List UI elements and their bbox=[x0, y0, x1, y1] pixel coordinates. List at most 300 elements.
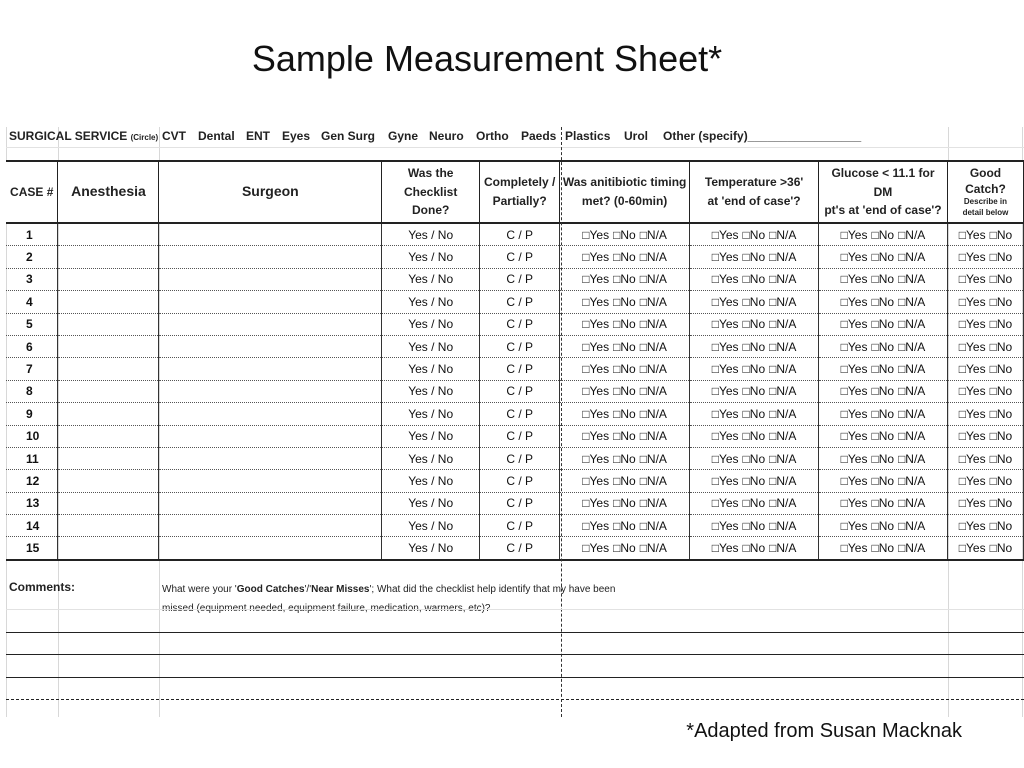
checkbox-option[interactable]: □Yes bbox=[582, 518, 610, 533]
checkbox-option[interactable]: □Yes bbox=[958, 339, 986, 354]
checkbox-option[interactable]: □No bbox=[613, 518, 636, 533]
surgeon-cell[interactable] bbox=[159, 537, 382, 560]
case-number: 6 bbox=[6, 335, 58, 357]
checkbox-option[interactable]: □N/A bbox=[769, 496, 797, 511]
completely-partially-cell[interactable]: C / P bbox=[480, 515, 560, 537]
completely-partially-cell[interactable]: C / P bbox=[480, 335, 560, 357]
checkbox-option[interactable]: □No bbox=[742, 294, 766, 309]
checkbox-option[interactable]: □N/A bbox=[639, 250, 667, 265]
temperature-cell bbox=[690, 223, 819, 246]
anesthesia-cell[interactable] bbox=[58, 470, 159, 492]
checkbox-option[interactable]: □Yes bbox=[958, 473, 986, 488]
checklist-done-cell[interactable]: Yes / No bbox=[382, 403, 480, 425]
antibiotic-timing-cell bbox=[560, 515, 690, 537]
comment-line[interactable] bbox=[6, 677, 1024, 678]
anesthesia-cell[interactable] bbox=[58, 447, 159, 469]
checkbox-option[interactable]: □N/A bbox=[898, 473, 926, 488]
checkbox-option[interactable]: □No bbox=[742, 451, 766, 466]
checkbox-option[interactable]: □No bbox=[742, 250, 766, 265]
checkbox-option[interactable]: □N/A bbox=[769, 518, 797, 533]
checklist-done-cell[interactable]: Yes / No bbox=[382, 515, 480, 537]
checkbox-option[interactable]: □No bbox=[742, 406, 766, 421]
checkbox-option[interactable]: □No bbox=[989, 451, 1013, 466]
good-catch-cell bbox=[947, 335, 1023, 357]
surgeon-cell[interactable] bbox=[159, 425, 382, 447]
surgeon-cell[interactable] bbox=[159, 291, 382, 313]
surgical-service-row bbox=[6, 127, 1024, 147]
case-number: 12 bbox=[6, 470, 58, 492]
service-option-plastics[interactable]: Plastics bbox=[565, 129, 611, 143]
checkbox-option[interactable]: □Yes bbox=[958, 384, 986, 399]
checkbox-option[interactable]: □N/A bbox=[769, 294, 797, 309]
checkbox-option[interactable]: □No bbox=[742, 339, 766, 354]
checkbox-option[interactable]: □N/A bbox=[769, 362, 797, 377]
checkbox-option[interactable]: □No bbox=[989, 541, 1013, 556]
checkbox-option[interactable]: □No bbox=[613, 384, 636, 399]
checkbox-option[interactable]: □Yes bbox=[840, 294, 868, 309]
checkbox-option[interactable]: □N/A bbox=[898, 294, 926, 309]
surgeon-cell[interactable] bbox=[159, 223, 382, 246]
checkbox-option[interactable]: □Yes bbox=[582, 429, 610, 444]
table-row bbox=[6, 515, 1024, 537]
service-option-ent[interactable]: ENT bbox=[246, 129, 270, 143]
anesthesia-cell[interactable] bbox=[58, 380, 159, 402]
checkbox-option[interactable]: □Yes bbox=[958, 541, 986, 556]
checkbox-option[interactable]: □N/A bbox=[769, 451, 797, 466]
case-rows bbox=[6, 223, 1024, 560]
header-completely: Completely / Partially? bbox=[480, 161, 560, 223]
checkbox-option[interactable]: □N/A bbox=[639, 406, 667, 421]
header-surgeon: Surgeon bbox=[159, 161, 382, 223]
checkbox-option[interactable]: □No bbox=[871, 272, 895, 287]
service-option-neuro[interactable]: Neuro bbox=[429, 129, 464, 143]
glucose-cell bbox=[819, 492, 948, 514]
antibiotic-timing-cell bbox=[560, 223, 690, 246]
checkbox-option[interactable]: □N/A bbox=[769, 317, 797, 332]
header-checklist: Was the Checklist Done? bbox=[382, 161, 480, 223]
checkbox-option[interactable]: □Yes bbox=[582, 317, 610, 332]
table-row bbox=[6, 223, 1024, 246]
completely-partially-cell[interactable]: C / P bbox=[480, 291, 560, 313]
case-table bbox=[6, 160, 1024, 561]
checkbox-option[interactable]: □Yes bbox=[711, 227, 739, 242]
checkbox-option[interactable]: □N/A bbox=[639, 362, 667, 377]
checkbox-option[interactable]: □No bbox=[871, 384, 895, 399]
surgeon-cell[interactable] bbox=[159, 403, 382, 425]
checkbox-option[interactable]: □Yes bbox=[711, 496, 739, 511]
checklist-done-cell[interactable]: Yes / No bbox=[382, 380, 480, 402]
checkbox-option[interactable]: □N/A bbox=[769, 406, 797, 421]
checklist-done-cell[interactable]: Yes / No bbox=[382, 492, 480, 514]
checkbox-option[interactable]: □N/A bbox=[769, 272, 797, 287]
checkbox-option[interactable]: □N/A bbox=[898, 384, 926, 399]
completely-partially-cell[interactable]: C / P bbox=[480, 358, 560, 380]
checkbox-option[interactable]: □No bbox=[871, 250, 895, 265]
checkbox-option[interactable]: □No bbox=[613, 294, 636, 309]
checkbox-option[interactable]: □Yes bbox=[582, 406, 610, 421]
surgeon-cell[interactable] bbox=[159, 447, 382, 469]
checkbox-option[interactable]: □No bbox=[871, 429, 895, 444]
checkbox-option[interactable]: □N/A bbox=[769, 250, 797, 265]
completely-partially-cell[interactable]: C / P bbox=[480, 403, 560, 425]
checkbox-option[interactable]: □No bbox=[989, 227, 1013, 242]
checkbox-option[interactable]: □No bbox=[989, 518, 1013, 533]
antibiotic-timing-cell bbox=[560, 246, 690, 268]
service-option-eyes[interactable]: Eyes bbox=[282, 129, 311, 143]
table-row bbox=[6, 246, 1024, 268]
glucose-cell bbox=[819, 268, 948, 290]
good-catch-cell bbox=[947, 515, 1023, 537]
comments-label: Comments: bbox=[9, 580, 76, 594]
temperature-cell bbox=[690, 425, 819, 447]
checkbox-option[interactable]: □N/A bbox=[898, 362, 926, 377]
antibiotic-timing-cell bbox=[560, 447, 690, 469]
anesthesia-cell[interactable] bbox=[58, 268, 159, 290]
checkbox-option[interactable]: □No bbox=[871, 473, 895, 488]
checkbox-option[interactable]: □Yes bbox=[958, 496, 986, 511]
service-option-cvt[interactable]: CVT bbox=[162, 129, 186, 143]
checkbox-option[interactable]: □Yes bbox=[582, 227, 610, 242]
checklist-done-cell[interactable]: Yes / No bbox=[382, 425, 480, 447]
antibiotic-timing-cell bbox=[560, 380, 690, 402]
glucose-cell bbox=[819, 515, 948, 537]
checkbox-option[interactable]: □No bbox=[613, 473, 636, 488]
table-row bbox=[6, 470, 1024, 492]
checklist-done-cell[interactable]: Yes / No bbox=[382, 537, 480, 560]
checkbox-option[interactable]: □Yes bbox=[840, 317, 868, 332]
completely-partially-cell[interactable]: C / P bbox=[480, 268, 560, 290]
checkbox-option[interactable]: □Yes bbox=[840, 473, 868, 488]
anesthesia-cell[interactable] bbox=[58, 313, 159, 335]
checkbox-option[interactable]: □N/A bbox=[639, 518, 667, 533]
checkbox-option[interactable]: □Yes bbox=[711, 294, 739, 309]
checkbox-option[interactable]: □Yes bbox=[582, 496, 610, 511]
checkbox-option[interactable]: □No bbox=[613, 339, 636, 354]
checkbox-option[interactable]: □No bbox=[613, 362, 636, 377]
checkbox-option[interactable]: □No bbox=[613, 227, 636, 242]
completely-partially-cell[interactable]: C / P bbox=[480, 246, 560, 268]
checkbox-option[interactable]: □Yes bbox=[958, 317, 986, 332]
comments-question: What were your 'Good Catches'/'Near Misses'; What did the checklist help identify that my have been missed (equipment needed, equipment failure, medication, warmers, etc)? bbox=[162, 584, 616, 614]
checkbox-option[interactable]: □N/A bbox=[898, 541, 926, 556]
completely-partially-cell[interactable]: C / P bbox=[480, 425, 560, 447]
checkbox-option[interactable]: □Yes bbox=[840, 227, 868, 242]
checkbox-option[interactable]: □No bbox=[871, 496, 895, 511]
checklist-done-cell[interactable]: Yes / No bbox=[382, 291, 480, 313]
checkbox-option[interactable]: □Yes bbox=[711, 339, 739, 354]
checkbox-option[interactable]: □Yes bbox=[840, 429, 868, 444]
checkbox-option[interactable]: □No bbox=[871, 227, 895, 242]
completely-partially-cell[interactable]: C / P bbox=[480, 447, 560, 469]
completely-partially-cell[interactable]: C / P bbox=[480, 223, 560, 246]
glucose-cell bbox=[819, 246, 948, 268]
checkbox-option[interactable]: □Yes bbox=[711, 451, 739, 466]
surgeon-cell[interactable] bbox=[159, 492, 382, 514]
checkbox-option[interactable]: □N/A bbox=[639, 339, 667, 354]
checklist-done-cell[interactable]: Yes / No bbox=[382, 223, 480, 246]
checkbox-option[interactable]: □N/A bbox=[769, 473, 797, 488]
checkbox-option[interactable]: □Yes bbox=[711, 362, 739, 377]
surgeon-cell[interactable] bbox=[159, 246, 382, 268]
antibiotic-timing-cell bbox=[560, 291, 690, 313]
checkbox-option[interactable]: □No bbox=[613, 250, 636, 265]
checkbox-option[interactable]: □No bbox=[871, 541, 895, 556]
header-antibiotic: Was anitibiotic timing met? (0-60min) bbox=[560, 161, 690, 223]
checklist-done-cell[interactable]: Yes / No bbox=[382, 335, 480, 357]
completely-partially-cell[interactable]: C / P bbox=[480, 492, 560, 514]
checkbox-option[interactable]: □N/A bbox=[898, 317, 926, 332]
checkbox-option[interactable]: □No bbox=[742, 473, 766, 488]
checkbox-option[interactable]: □N/A bbox=[898, 518, 926, 533]
checkbox-option[interactable]: □No bbox=[742, 384, 766, 399]
case-number: 7 bbox=[6, 358, 58, 380]
table-row bbox=[6, 268, 1024, 290]
case-number: 4 bbox=[6, 291, 58, 313]
checkbox-option[interactable]: □N/A bbox=[898, 227, 926, 242]
checkbox-option[interactable]: □No bbox=[613, 429, 636, 444]
good-catch-cell bbox=[947, 268, 1023, 290]
checkbox-option[interactable]: □No bbox=[989, 294, 1013, 309]
surgeon-cell[interactable] bbox=[159, 515, 382, 537]
service-option-gen-surg[interactable]: Gen Surg bbox=[321, 129, 376, 143]
anesthesia-cell[interactable] bbox=[58, 425, 159, 447]
glucose-cell bbox=[819, 403, 948, 425]
checkbox-option[interactable]: □Yes bbox=[840, 250, 868, 265]
temperature-cell bbox=[690, 403, 819, 425]
checkbox-option[interactable]: □Yes bbox=[840, 496, 868, 511]
comment-line[interactable] bbox=[6, 632, 1024, 633]
comment-line[interactable] bbox=[6, 699, 1024, 700]
completely-partially-cell[interactable]: C / P bbox=[480, 313, 560, 335]
checkbox-option[interactable]: □No bbox=[742, 429, 766, 444]
checkbox-option[interactable]: □N/A bbox=[639, 496, 667, 511]
checkbox-option[interactable]: □No bbox=[989, 473, 1013, 488]
checkbox-option[interactable]: □No bbox=[742, 541, 766, 556]
checkbox-option[interactable]: □Yes bbox=[840, 406, 868, 421]
checkbox-option[interactable]: □N/A bbox=[639, 473, 667, 488]
checkbox-option[interactable]: □No bbox=[989, 406, 1013, 421]
checkbox-option[interactable]: □Yes bbox=[582, 451, 610, 466]
checkbox-option[interactable]: □Yes bbox=[582, 250, 610, 265]
checkbox-option[interactable]: □N/A bbox=[898, 272, 926, 287]
completely-partially-cell[interactable]: C / P bbox=[480, 537, 560, 560]
good-catch-cell bbox=[947, 470, 1023, 492]
checkbox-option[interactable]: □Yes bbox=[958, 294, 986, 309]
anesthesia-cell[interactable] bbox=[58, 537, 159, 560]
checkbox-option[interactable]: □N/A bbox=[898, 496, 926, 511]
checkbox-option[interactable]: □Yes bbox=[711, 429, 739, 444]
checkbox-option[interactable]: □No bbox=[742, 272, 766, 287]
checkbox-option[interactable]: □N/A bbox=[639, 451, 667, 466]
checkbox-option[interactable]: □No bbox=[871, 339, 895, 354]
checkbox-option[interactable]: □No bbox=[871, 451, 895, 466]
checkbox-option[interactable]: □No bbox=[742, 362, 766, 377]
antibiotic-timing-cell bbox=[560, 313, 690, 335]
checkbox-option[interactable]: □No bbox=[742, 227, 766, 242]
checkbox-option[interactable]: □Yes bbox=[582, 294, 610, 309]
checkbox-option[interactable]: □No bbox=[742, 317, 766, 332]
checkbox-option[interactable]: □Yes bbox=[840, 339, 868, 354]
checkbox-option[interactable]: □Yes bbox=[840, 384, 868, 399]
header-case: CASE # bbox=[6, 161, 58, 223]
anesthesia-cell[interactable] bbox=[58, 246, 159, 268]
anesthesia-cell[interactable] bbox=[58, 335, 159, 357]
checklist-done-cell[interactable]: Yes / No bbox=[382, 268, 480, 290]
circle-note: (Circle) bbox=[130, 133, 159, 142]
checklist-done-cell[interactable]: Yes / No bbox=[382, 358, 480, 380]
service-option-gyne[interactable]: Gyne bbox=[388, 129, 419, 143]
checkbox-option[interactable]: □No bbox=[989, 250, 1013, 265]
temperature-cell bbox=[690, 447, 819, 469]
checkbox-option[interactable]: □Yes bbox=[840, 451, 868, 466]
good-catch-cell bbox=[947, 223, 1023, 246]
checkbox-option[interactable]: □Yes bbox=[711, 250, 739, 265]
completely-partially-cell[interactable]: C / P bbox=[480, 380, 560, 402]
checkbox-option[interactable]: □Yes bbox=[958, 272, 986, 287]
checklist-done-cell[interactable]: Yes / No bbox=[382, 313, 480, 335]
surgeon-cell[interactable] bbox=[159, 268, 382, 290]
checklist-done-cell[interactable]: Yes / No bbox=[382, 470, 480, 492]
completely-partially-cell[interactable]: C / P bbox=[480, 470, 560, 492]
comment-line[interactable] bbox=[6, 654, 1024, 655]
checkbox-option[interactable]: □Yes bbox=[711, 406, 739, 421]
checkbox-option[interactable]: □No bbox=[871, 294, 895, 309]
checkbox-option[interactable]: □Yes bbox=[711, 317, 739, 332]
checkbox-option[interactable]: □Yes bbox=[582, 362, 610, 377]
anesthesia-cell[interactable] bbox=[58, 358, 159, 380]
service-option-paeds[interactable]: Paeds bbox=[521, 129, 557, 143]
anesthesia-cell[interactable] bbox=[58, 403, 159, 425]
checkbox-option[interactable]: □Yes bbox=[840, 518, 868, 533]
checklist-done-cell[interactable]: Yes / No bbox=[382, 447, 480, 469]
checkbox-option[interactable]: □N/A bbox=[898, 250, 926, 265]
checklist-done-cell[interactable]: Yes / No bbox=[382, 246, 480, 268]
checkbox-option[interactable]: □Yes bbox=[582, 339, 610, 354]
checkbox-option[interactable]: □Yes bbox=[582, 384, 610, 399]
checkbox-option[interactable]: □Yes bbox=[958, 451, 986, 466]
checkbox-option[interactable]: □N/A bbox=[639, 384, 667, 399]
checkbox-option[interactable]: □N/A bbox=[639, 227, 667, 242]
checkbox-option[interactable]: □Yes bbox=[711, 541, 739, 556]
checkbox-option[interactable]: □N/A bbox=[769, 384, 797, 399]
checkbox-option[interactable]: □N/A bbox=[639, 541, 667, 556]
checkbox-option[interactable]: □Yes bbox=[840, 541, 868, 556]
checkbox-option[interactable]: □No bbox=[613, 272, 636, 287]
checkbox-option[interactable]: □Yes bbox=[711, 272, 739, 287]
page-title: Sample Measurement Sheet* bbox=[251, 38, 723, 79]
checkbox-option[interactable]: □No bbox=[871, 406, 895, 421]
header-good-catch: Good Catch? Describe in detail below bbox=[947, 161, 1023, 223]
checkbox-option[interactable]: □N/A bbox=[769, 429, 797, 444]
service-option-ortho[interactable]: Ortho bbox=[476, 129, 509, 143]
checkbox-option[interactable]: □No bbox=[989, 429, 1013, 444]
checkbox-option[interactable]: □No bbox=[989, 496, 1013, 511]
temperature-cell bbox=[690, 470, 819, 492]
checkbox-option[interactable]: □No bbox=[989, 317, 1013, 332]
checkbox-option[interactable]: □No bbox=[989, 384, 1013, 399]
checkbox-option[interactable]: □N/A bbox=[769, 227, 797, 242]
checkbox-option[interactable]: □Yes bbox=[711, 473, 739, 488]
checkbox-option[interactable]: □No bbox=[613, 406, 636, 421]
checkbox-option[interactable]: □Yes bbox=[958, 250, 986, 265]
checkbox-option[interactable]: □No bbox=[613, 496, 636, 511]
checkbox-option[interactable]: □Yes bbox=[711, 384, 739, 399]
checkbox-option[interactable]: □N/A bbox=[639, 317, 667, 332]
checkbox-option[interactable]: □No bbox=[871, 518, 895, 533]
checkbox-option[interactable]: □Yes bbox=[582, 541, 610, 556]
checkbox-option[interactable]: □No bbox=[989, 362, 1013, 377]
good-catch-cell bbox=[947, 291, 1023, 313]
checkbox-option[interactable]: □N/A bbox=[769, 541, 797, 556]
anesthesia-cell[interactable] bbox=[58, 515, 159, 537]
checkbox-option[interactable]: □N/A bbox=[898, 406, 926, 421]
checkbox-option[interactable]: □No bbox=[871, 362, 895, 377]
good-catch-cell bbox=[947, 313, 1023, 335]
glucose-cell bbox=[819, 223, 948, 246]
checkbox-option[interactable]: □N/A bbox=[639, 429, 667, 444]
antibiotic-timing-cell bbox=[560, 268, 690, 290]
checkbox-option[interactable]: □N/A bbox=[639, 272, 667, 287]
checkbox-option[interactable]: □No bbox=[989, 339, 1013, 354]
checkbox-option[interactable]: □No bbox=[613, 317, 636, 332]
checkbox-option[interactable]: □Yes bbox=[711, 518, 739, 533]
checkbox-option[interactable]: □Yes bbox=[958, 227, 986, 242]
checkbox-option[interactable]: □No bbox=[742, 518, 766, 533]
checkbox-option[interactable]: □No bbox=[871, 317, 895, 332]
checkbox-option[interactable]: □N/A bbox=[898, 429, 926, 444]
checkbox-option[interactable]: □Yes bbox=[958, 362, 986, 377]
temperature-cell bbox=[690, 515, 819, 537]
temperature-cell bbox=[690, 246, 819, 268]
checkbox-option[interactable]: □Yes bbox=[958, 518, 986, 533]
checkbox-option[interactable]: □Yes bbox=[958, 429, 986, 444]
checkbox-option[interactable]: □N/A bbox=[898, 339, 926, 354]
surgeon-cell[interactable] bbox=[159, 470, 382, 492]
surgeon-cell[interactable] bbox=[159, 313, 382, 335]
checkbox-option[interactable]: □N/A bbox=[639, 294, 667, 309]
checkbox-option[interactable]: □N/A bbox=[769, 339, 797, 354]
case-number: 1 bbox=[6, 223, 58, 246]
anesthesia-cell[interactable] bbox=[58, 223, 159, 246]
checkbox-option[interactable]: □Yes bbox=[582, 473, 610, 488]
anesthesia-cell[interactable] bbox=[58, 291, 159, 313]
table-row bbox=[6, 537, 1024, 560]
table-row bbox=[6, 403, 1024, 425]
surgeon-cell[interactable] bbox=[159, 380, 382, 402]
checkbox-option[interactable]: □No bbox=[613, 541, 636, 556]
checkbox-option[interactable]: □Yes bbox=[958, 406, 986, 421]
checkbox-option[interactable]: □No bbox=[742, 496, 766, 511]
checkbox-option[interactable]: □Yes bbox=[582, 272, 610, 287]
table-row bbox=[6, 291, 1024, 313]
checkbox-option[interactable]: □N/A bbox=[898, 451, 926, 466]
case-number: 8 bbox=[6, 380, 58, 402]
anesthesia-cell[interactable] bbox=[58, 492, 159, 514]
case-number: 13 bbox=[6, 492, 58, 514]
service-option-dental[interactable]: Dental bbox=[198, 129, 235, 143]
service-option-urol[interactable]: Urol bbox=[624, 129, 648, 143]
checkbox-option[interactable]: □No bbox=[613, 451, 636, 466]
checkbox-option[interactable]: □Yes bbox=[840, 362, 868, 377]
checkbox-option[interactable]: □No bbox=[989, 272, 1013, 287]
checkbox-option[interactable]: □Yes bbox=[840, 272, 868, 287]
measurement-sheet bbox=[6, 127, 1024, 717]
case-number: 11 bbox=[6, 447, 58, 469]
surgeon-cell[interactable] bbox=[159, 358, 382, 380]
surgeon-cell[interactable] bbox=[159, 335, 382, 357]
temperature-cell bbox=[690, 291, 819, 313]
service-other-field[interactable]: Other (specify)_________________ bbox=[663, 129, 862, 143]
